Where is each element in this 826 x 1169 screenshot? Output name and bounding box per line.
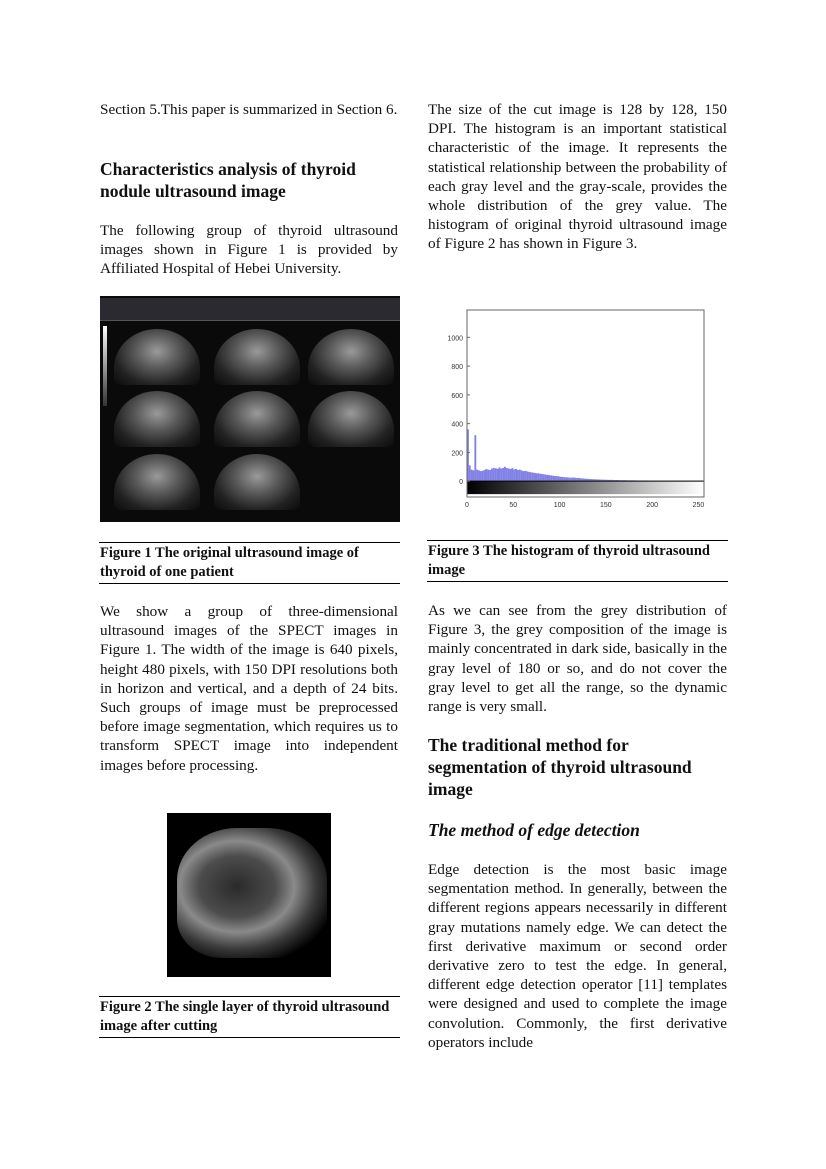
paragraph: Section 5.This paper is summarized in Section 6. [100,101,398,118]
subsection-heading: The method of edge detection [428,820,640,840]
y-tick-label: 800 [451,364,463,372]
histogram-bar [497,469,499,481]
histogram-bar [547,475,549,481]
histogram-bar [504,467,506,481]
histogram-bar [556,476,558,481]
histogram-bar [515,469,517,481]
histogram-bar [571,478,573,481]
histogram-bar [474,435,476,481]
histogram-bar [500,469,502,482]
histogram-bar [484,470,486,481]
x-tick-label: 0 [465,502,469,509]
histogram-bar [517,470,519,481]
histogram-bar [563,477,565,481]
y-tick-label: 0 [459,479,463,487]
histogram-bar [502,468,504,481]
paragraph: We show a group of three-dimensional ultrasound images of the SPECT images in Figure 1. The width of the image is 640 pixels, height 480 pixels, with 150 DPI resolutions both in horizon and vertical, and a depth of 24 bits. Such groups of image must be preprocessed before image segmentation, which requires us to transform SPECT image into independent images before processing. [100,603,398,774]
x-tick-label: 200 [646,502,658,509]
histogram-bar [537,473,539,481]
histogram-bar [567,477,569,481]
histogram-bar [482,471,484,481]
histogram-bar [530,472,532,481]
histogram-bar [480,471,482,481]
histogram-bar [560,477,562,481]
histogram-bar [536,473,538,481]
paragraph: The size of the cut image is 128 by 128, 150 DPI. The histogram is an important statistical characteristic of the image. It represents the statistical relationship between the probability of each gray level and the gray-scale, provides the whole distribution of the grey value. The histogram of original thyroid ultrasound image of Figure 2 has shown in Figure 3. [428,101,727,253]
histogram-bar [554,476,556,481]
figure-2-caption: Figure 2 The single layer of thyroid ultrasound image after cutting [99,996,400,1038]
histogram-bar [498,468,500,482]
histogram-bar [511,468,513,481]
histogram-bar [573,477,575,481]
histogram-bar [495,468,497,481]
histogram-bar [526,471,528,481]
figure-2-ultrasound-image [167,813,331,977]
histogram-bar [561,477,563,481]
y-tick-label: 600 [451,392,463,400]
histogram-bar [550,475,552,481]
figure-3-histogram [440,300,720,515]
histogram-bar [534,473,536,481]
histogram-bar [523,471,525,481]
histogram-bar [558,476,560,481]
histogram-bar [528,472,530,481]
histogram-bar [539,474,541,481]
histogram-bar [532,473,534,482]
histogram-bar [476,470,478,482]
histogram-bar [519,470,521,482]
histogram-bar [487,470,489,482]
histogram-bar [478,470,480,481]
x-tick-label: 150 [600,502,612,509]
y-tick-label: 400 [451,421,463,429]
histogram-bar [565,477,567,481]
histogram-bar [552,476,554,481]
y-tick-label: 1000 [447,335,463,343]
figure-3-caption: Figure 3 The histogram of thyroid ultrasound image [427,540,728,582]
histogram-bar [489,470,491,481]
histogram-bar [574,478,576,481]
histogram-bar [513,469,515,481]
histogram-bar [493,468,495,481]
histogram-bar [473,470,475,481]
x-tick-label: 250 [692,502,705,509]
histogram-bar [548,475,550,481]
x-tick-label: 100 [553,502,566,509]
histogram-bar [545,475,547,481]
paragraph: As we can see from the grey distribution of Figure 3, the grey composition of the image is mainly concentrated in dark side, basically in the gray level of 180 or so, and do not cover the gray level to get all the range, so the dynamic range is very small. [428,602,727,716]
histogram-bar [543,474,545,481]
figure-1-caption: Figure 1 The original ultrasound image of thyroid of one patient [99,542,400,584]
section-heading: Characteristics analysis of thyroid nodule ultrasound image [100,159,356,201]
x-tick-label: 50 [509,502,518,509]
histogram-bar [469,465,471,481]
histogram-bar [471,470,473,482]
histogram-bar [510,469,512,481]
histogram-bar [491,469,493,482]
paragraph: Edge detection is the most basic image segmentation method. In generally, between the different regions appears necessarily in different gray mutations namely edge. We can detect the first derivative maximum or second order derivative zero to test the edge. In general, different edge detection operator [11] templates were designed and used to complete the image convolution. Commonly, the first derivative operators include [428,861,727,1051]
section-heading: The traditional method for segmentation of thyroid ultrasound image [428,735,692,799]
histogram-bar [569,478,571,482]
histogram-bar [541,474,543,481]
histogram-bar [508,469,510,482]
gray-colorbar [467,481,703,494]
histogram-bar [506,468,508,481]
histogram-bar [486,469,488,481]
figure-1-ultrasound-grid [100,296,400,522]
y-tick-label: 200 [451,450,463,458]
paragraph: The following group of thyroid ultrasound images shown in Figure 1 is provided by Affiliated Hospital of Hebei University. [100,222,398,278]
histogram-bar [521,470,523,481]
histogram-bar [524,471,526,481]
